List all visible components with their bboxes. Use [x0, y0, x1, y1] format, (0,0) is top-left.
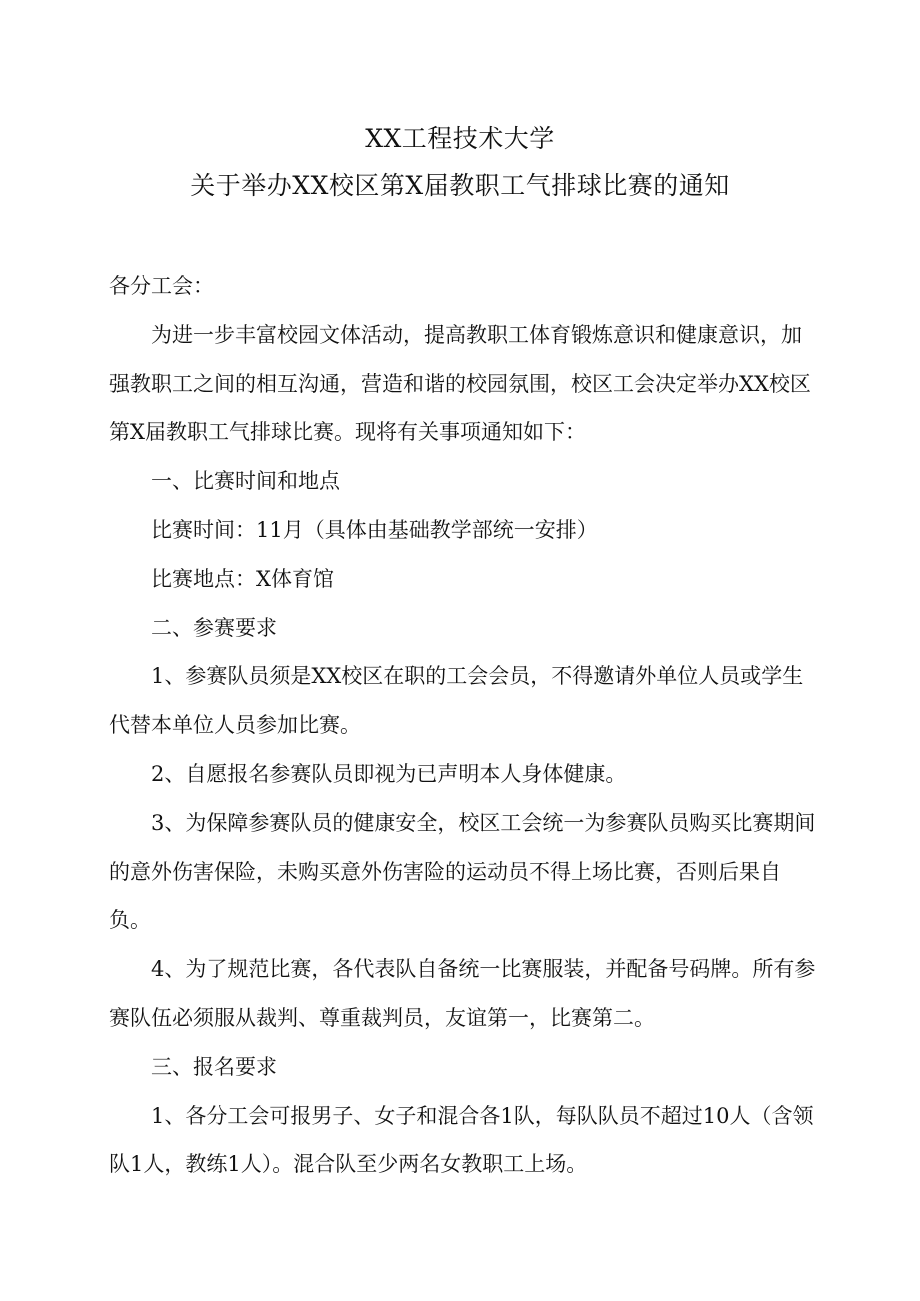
notice-body — [109, 262, 821, 1189]
requirement-item: 2、自愿报名参赛队员即视为已声明本人身体健康。 — [151, 761, 627, 786]
university-title: XX工程技术大学 — [365, 124, 555, 153]
match-time: 比赛时间：11月（具体由基础教学部统一安排） — [151, 517, 598, 542]
notice-title: 关于举办XX校区第X届教职工气排球比赛的通知 — [190, 171, 730, 200]
salutation: 各分工会： — [109, 274, 214, 298]
section-heading-time-place: 一、比赛时间和地点 — [151, 469, 340, 494]
intro-paragraph: 为进一步丰富校园文体活动，提高教职工体育锻炼意识和健康意识，加强教职工之间的相互沟通，营造和谐的校园氛围，校区工会决定举办XX校区第X届教职工气排球比赛。现将有关事项通知如下： — [109, 322, 811, 445]
section-heading-registration: 三、报名要求 — [151, 1054, 277, 1079]
match-venue: 比赛地点：X体育馆 — [151, 566, 334, 591]
requirement-item: 4、为了规范比赛，各代表队自备统一比赛服装，并配备号码牌。所有参赛队伍必须服从裁判、尊重裁判员，友谊第一，比赛第二。 — [109, 957, 816, 1030]
section-heading-requirements: 二、参赛要求 — [151, 615, 277, 640]
registration-item: 1、各分工会可报男子、女子和混合各1队，每队队员不超过10人（含领队1人，教练1人）。混合队至少两名女教职工上场。 — [109, 1103, 814, 1177]
requirement-item: 1、参赛队员须是XX校区在职的工会会员，不得邀请外单位人员或学生代替本单位人员参加比赛。 — [109, 664, 804, 738]
requirement-item: 3、为保障参赛队员的健康安全，校区工会统一为参赛队员购买比赛期间的意外伤害保险，未购买意外伤害险的运动员不得上场比赛，否则后果自负。 — [109, 810, 816, 933]
